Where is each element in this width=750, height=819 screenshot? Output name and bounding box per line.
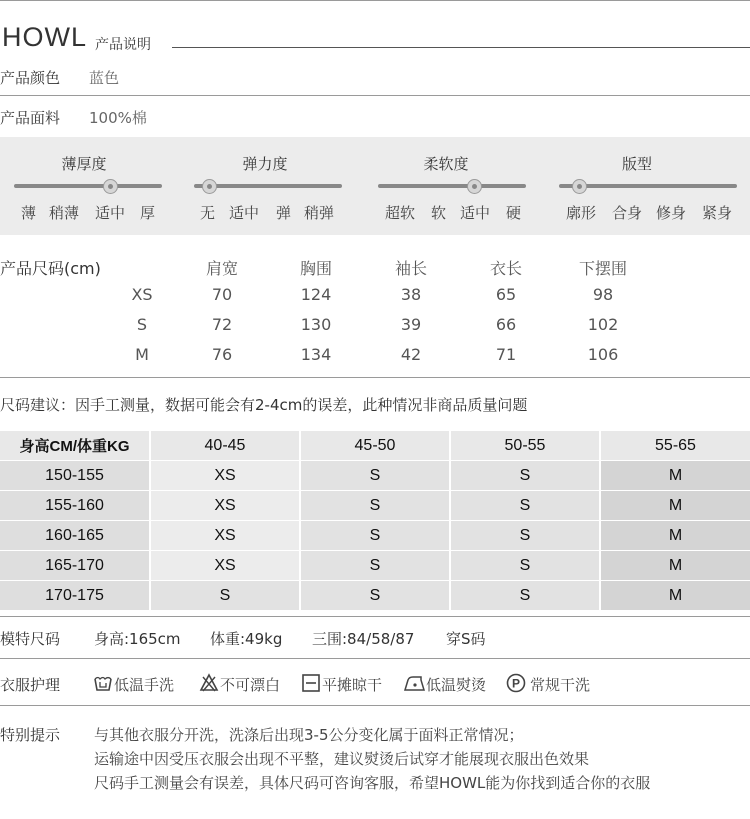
color-value: 蓝色 (89, 69, 120, 87)
slider-option: 薄 (21, 204, 37, 222)
care-item: 平摊晾干 (322, 676, 383, 694)
size-suggestion-note: 尺码建议：因手工测量，数据可能会有2-4cm的误差，此种情况非商品质量问题 (0, 396, 528, 414)
size-cell: S (451, 491, 599, 520)
care-item: 低温熨烫 (426, 676, 487, 694)
slider-option: 软 (431, 204, 447, 222)
model-label: 模特尺码 (0, 630, 61, 648)
size-cell: XS (151, 491, 299, 520)
slider-option: 紧身 (702, 204, 733, 222)
fabric-value: 100%棉 (89, 109, 147, 127)
size-chart-cell: 102 (587, 315, 619, 334)
divider (0, 658, 750, 659)
model-size: 穿S码 (446, 630, 486, 648)
slider-knob-softness (467, 179, 482, 194)
slider-option: 合身 (612, 204, 643, 222)
weight-header: 40-45 (151, 431, 299, 460)
care-item: 常规干洗 (530, 676, 591, 694)
slider-option: 适中 (229, 204, 260, 222)
slider-title-thickness: 薄厚度 (61, 155, 107, 173)
table-corner-header: 身高CM/体重KG (0, 431, 149, 460)
slider-knob-fit (572, 179, 587, 194)
size-cell: XS (151, 521, 299, 550)
divider (0, 616, 750, 617)
slider-knob-elasticity (202, 179, 217, 194)
no-bleach-icon (199, 673, 219, 693)
size-chart-cell: 134 (300, 345, 332, 364)
tip-line: 与其他衣服分开洗，洗涤后出现3-5公分变化属于面料正常情况； (94, 726, 524, 744)
height-cell: 160-165 (0, 521, 149, 550)
slider-option: 厚 (140, 204, 156, 222)
height-cell: 155-160 (0, 491, 149, 520)
model-measurements: 三围:84/58/87 (312, 630, 415, 648)
tip-line: 运输途中因受压衣服会出现不平整，建议熨烫后试穿才能展现衣服出色效果 (94, 750, 590, 768)
size-cell: M (601, 551, 750, 580)
size-chart-cell: 42 (400, 345, 422, 364)
slider-title-fit: 版型 (621, 155, 652, 173)
size-cell: S (451, 581, 599, 610)
model-height: 身高:165cm (94, 630, 181, 648)
size-cell: S (301, 521, 449, 550)
weight-header: 55-65 (601, 431, 750, 460)
section-title: 产品说明 (95, 37, 151, 53)
hand-wash-icon (93, 673, 113, 693)
dry-clean-p-icon (506, 673, 526, 693)
slider-option: 廓形 (566, 204, 597, 222)
size-chart-header: 衣长 (489, 259, 522, 278)
low-iron-icon (404, 674, 425, 692)
slider-option: 硬 (506, 204, 522, 222)
brand-logo: HOWL (2, 22, 87, 52)
size-cell: S (451, 551, 599, 580)
size-cell: M (601, 491, 750, 520)
slider-title-elasticity: 弹力度 (242, 155, 288, 173)
size-cell: M (601, 461, 750, 490)
height-cell: 150-155 (0, 461, 149, 490)
size-chart-header: 肩宽 (205, 259, 238, 278)
slider-track-softness (378, 184, 526, 188)
slider-option: 适中 (460, 204, 491, 222)
header-divider (172, 47, 750, 48)
size-cell: XS (151, 551, 299, 580)
dry-flat-icon (302, 674, 320, 692)
slider-option: 适中 (95, 204, 126, 222)
svg-text:P: P (511, 676, 521, 691)
slider-option: 无 (200, 204, 216, 222)
size-chart-cell: 72 (211, 315, 233, 334)
size-chart-size: XS (131, 285, 153, 304)
weight-header: 45-50 (301, 431, 449, 460)
size-chart-header: 胸围 (299, 259, 332, 278)
size-cell: S (451, 521, 599, 550)
size-chart-cell: 39 (400, 315, 422, 334)
color-label: 产品颜色 (0, 69, 61, 87)
slider-option: 稍薄 (49, 204, 80, 222)
size-chart-cell: 98 (592, 285, 614, 304)
size-chart-cell: 106 (587, 345, 619, 364)
slider-track-thickness (14, 184, 162, 188)
size-cell: S (301, 491, 449, 520)
size-cell: XS (151, 461, 299, 490)
size-chart-cell: 70 (211, 285, 233, 304)
tip-line: 尺码手工测量会有误差，具体尺码可咨询客服，希望HOWL能为你找到适合你的衣服 (94, 774, 651, 792)
size-chart-header: 下摆围 (578, 259, 627, 278)
size-chart-label: 产品尺码(cm) (0, 259, 101, 278)
size-chart-cell: 76 (211, 345, 233, 364)
tips-label: 特别提示 (0, 726, 61, 744)
slider-option: 超软 (385, 204, 416, 222)
fabric-label: 产品面料 (0, 109, 61, 127)
size-chart-header: 袖长 (394, 259, 427, 278)
size-chart-cell: 66 (495, 315, 517, 334)
divider (0, 95, 750, 96)
model-weight: 体重:49kg (210, 630, 283, 648)
size-chart-size: M (135, 345, 149, 364)
top-divider (0, 0, 750, 1)
size-chart-size: S (136, 315, 148, 334)
size-cell: S (451, 461, 599, 490)
size-cell: S (301, 551, 449, 580)
slider-knob-thickness (103, 179, 118, 194)
size-cell: S (301, 581, 449, 610)
size-cell: S (151, 581, 299, 610)
care-item: 不可漂白 (220, 676, 281, 694)
slider-title-softness: 柔软度 (423, 155, 469, 173)
care-item: 低温手洗 (114, 676, 175, 694)
divider (0, 377, 750, 378)
divider (0, 705, 750, 706)
slider-option: 弹 (276, 204, 292, 222)
height-cell: 170-175 (0, 581, 149, 610)
slider-option: 稍弹 (304, 204, 335, 222)
size-chart-cell: 71 (495, 345, 517, 364)
height-cell: 165-170 (0, 551, 149, 580)
size-chart-cell: 38 (400, 285, 422, 304)
slider-option: 修身 (656, 204, 687, 222)
care-label: 衣服护理 (0, 676, 61, 694)
size-chart-cell: 130 (300, 315, 332, 334)
weight-header: 50-55 (451, 431, 599, 460)
size-cell: S (301, 461, 449, 490)
size-chart-cell: 124 (300, 285, 332, 304)
size-cell: M (601, 521, 750, 550)
size-cell: M (601, 581, 750, 610)
size-chart-cell: 65 (495, 285, 517, 304)
